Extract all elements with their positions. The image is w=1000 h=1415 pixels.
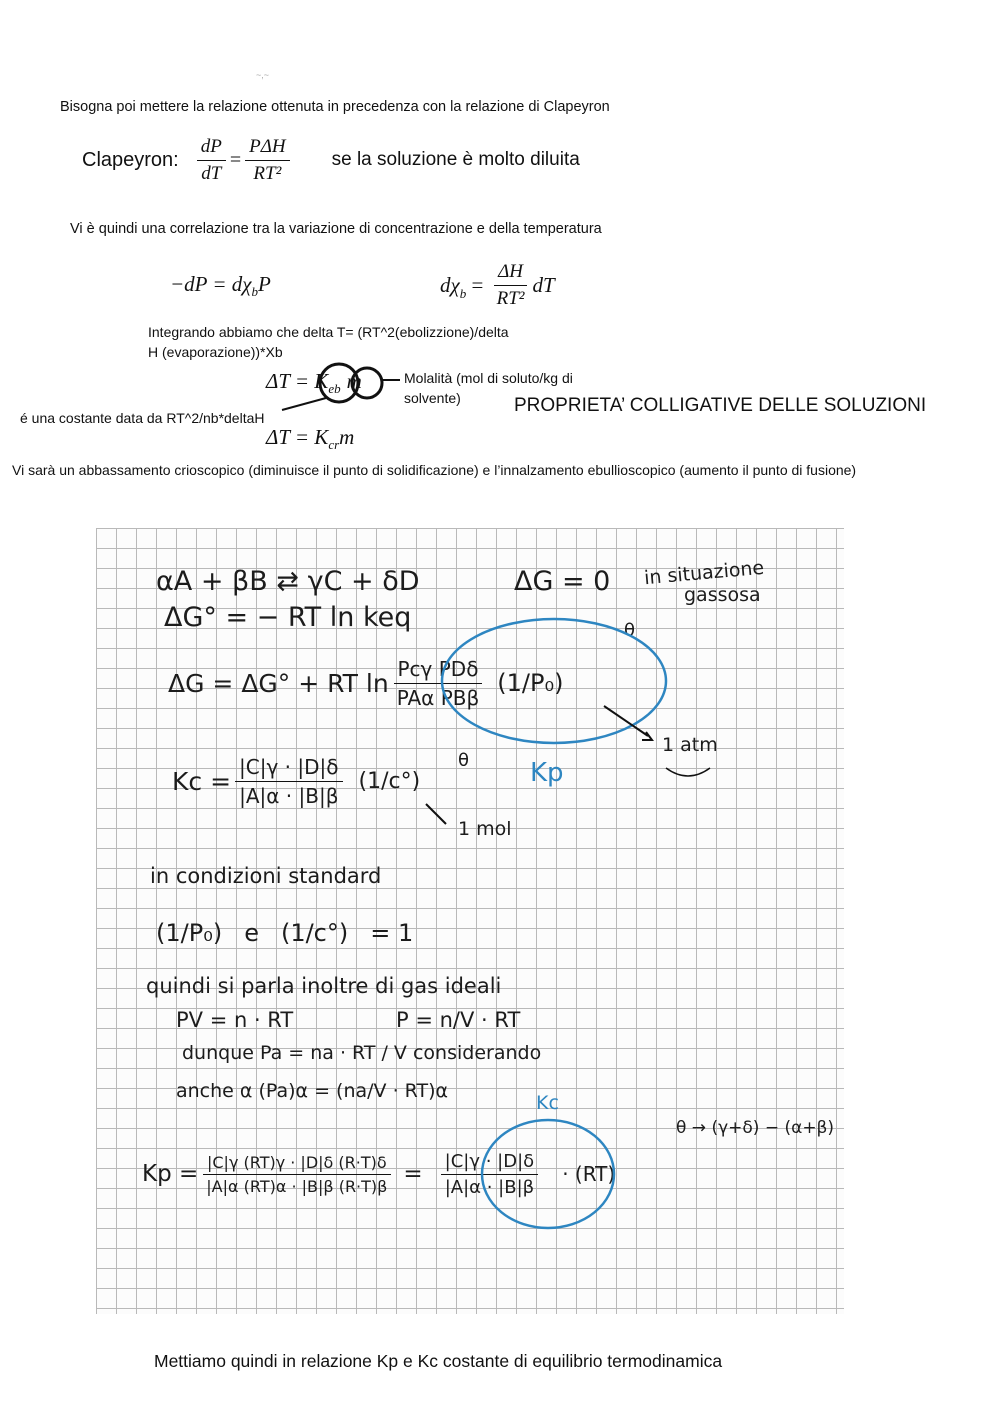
hw-std-b: (1/c°) <box>280 919 349 947</box>
molality-line-2: solvente) <box>404 390 461 406</box>
hw-mol-arrow <box>426 804 446 824</box>
hw-anche: anche α (Pa)α = (na/V · RT)α <box>176 1080 449 1102</box>
hw-kp-lhs: Kp = <box>142 1161 199 1187</box>
hw-kp-num-2: |C|γ · |D|δ <box>441 1151 539 1175</box>
delta-t-cr-tail: m <box>339 425 355 449</box>
hw-pv: PV = n · RT <box>176 1008 294 1032</box>
clapeyron-lhs-num: dP <box>197 136 226 161</box>
hw-p-eq: P = n/V · RT <box>396 1008 521 1032</box>
eq-dchi-den: RT² <box>496 287 525 309</box>
hw-one-mol: 1 mol <box>458 818 512 840</box>
eq-dp-sub: b <box>251 284 259 300</box>
eq-dchi-equals: = <box>466 272 489 297</box>
eq-dchi-num: ΔH <box>494 261 527 286</box>
correlation-line: Vi è quindi una correlazione tra la variazione di concentrazione e della temperatura <box>70 221 602 237</box>
integrating-line-2: H (evaporazione))*Xb <box>148 344 283 360</box>
hw-kc-den: |A|α · |B|β <box>239 783 339 808</box>
clapeyron-label: Clapeyron: <box>82 148 179 171</box>
hw-one-atm: 1 atm <box>662 734 718 756</box>
clapeyron-equals: = <box>229 148 242 171</box>
hw-kp-den-2: |A|α · |B|β <box>444 1176 535 1198</box>
hw-atm-underline <box>666 768 710 776</box>
delta-t-eb-sub: eb <box>328 381 341 397</box>
hw-gas-note-1: in situazione <box>643 556 766 590</box>
delta-t-eb-lhs: ΔT = K <box>266 369 329 393</box>
hw-kp-num: |C|γ (RT)γ · |D|δ (R·T)δ <box>203 1153 391 1175</box>
hw-kp-eq: = <box>403 1161 423 1187</box>
eq-dp-main: −dP = dχ <box>170 272 252 296</box>
clapeyron-rhs-den: RT² <box>253 162 282 184</box>
keb-pointer-line <box>282 398 326 410</box>
constant-note: é una costante data da RT^2/nb*deltaH <box>20 410 265 426</box>
delta-t-cr-lhs: ΔT = K <box>266 425 329 449</box>
hw-std-e: e <box>244 919 259 947</box>
hw-theta-1: θ <box>624 620 636 641</box>
hw-dg-num: Pcγ PDδ <box>394 657 483 684</box>
header-mark: ~,~ <box>256 70 270 80</box>
hw-gas-note-2: gassosa <box>684 584 761 606</box>
hw-standard: in condizioni standard <box>150 864 382 888</box>
molality-line-1: Molalità (mol di soluto/kg di <box>404 370 573 386</box>
section-title: PROPRIETA’ COLLIGATIVE DELLE SOLUZIONI <box>514 395 927 416</box>
hw-std-a: (1/P₀) <box>156 919 223 947</box>
clapeyron-lhs-den: dT <box>201 162 222 184</box>
delta-t-eb-tail: m <box>346 369 362 393</box>
footer-line: Mettiamo quindi in relazione Kp e Kc costante di equilibrio termodinamica <box>154 1351 723 1371</box>
hw-kc-factor: (1/c°) <box>358 768 421 794</box>
graph-paper <box>96 528 844 1314</box>
hw-kc-lhs: Kc = <box>172 766 232 796</box>
clapeyron-rhs-num: PΔH <box>245 136 289 161</box>
hw-kc-blue: Kc <box>536 1092 559 1114</box>
integrating-line-1: Integrando abbiamo che delta T= (RT^2(ebolizzione)/delta <box>148 324 509 340</box>
hw-kp-label: Kp <box>530 758 564 788</box>
hw-theta-2: θ <box>458 750 470 771</box>
hw-kp-den: |A|α (RT)α · |B|β (R·T)β <box>206 1176 388 1196</box>
eq-dp-tail: P <box>258 272 271 296</box>
hw-std-tail: = 1 <box>370 919 414 947</box>
hw-annotations <box>96 528 844 1314</box>
hw-dg-lhs: ΔG = ΔG° + RT ln <box>168 668 389 698</box>
eq-dchi-sub: b <box>459 286 467 301</box>
hw-dg-factor: (1/P₀) <box>497 669 564 697</box>
intro-line: Bisogna poi mettere la relazione ottenuta in precedenza con la relazione di Clapeyron <box>60 99 610 115</box>
hw-ideal-gas: quindi si parla inoltre di gas ideali <box>146 974 502 998</box>
delta-t-cr-sub: cr <box>328 437 340 453</box>
hw-blue-circle-kc <box>482 1120 614 1228</box>
clapeyron-note: se la soluzione è molto diluita <box>331 149 580 170</box>
eq-dchi-lhs: dχ <box>440 272 460 297</box>
hw-kp-tail: · (RT) <box>562 1162 616 1186</box>
eq-dchi-tail: dT <box>532 272 555 297</box>
hw-delta-g-zero: ΔG = 0 <box>514 566 611 597</box>
hw-dunque: dunque Pa = na · RT / V considerando <box>182 1042 542 1064</box>
delta-t-cr <box>266 425 354 453</box>
hw-kc-num: |C|γ · |D|δ <box>235 755 342 782</box>
hw-theta-rel: θ → (γ+δ) − (α+β) <box>676 1118 835 1138</box>
lowering-line: Vi sarà un abbassamento crioscopico (diminuisce il punto di solidificazione) e l’innalzamento ebullioscopico (aumento il punto di fusione) <box>12 462 857 478</box>
hw-dg-den: PAα PBβ <box>396 685 480 710</box>
hw-reaction: αA + βB ⇄ γC + δD <box>156 566 420 597</box>
hw-dg0: ΔG° = − RT ln keq <box>164 602 412 633</box>
